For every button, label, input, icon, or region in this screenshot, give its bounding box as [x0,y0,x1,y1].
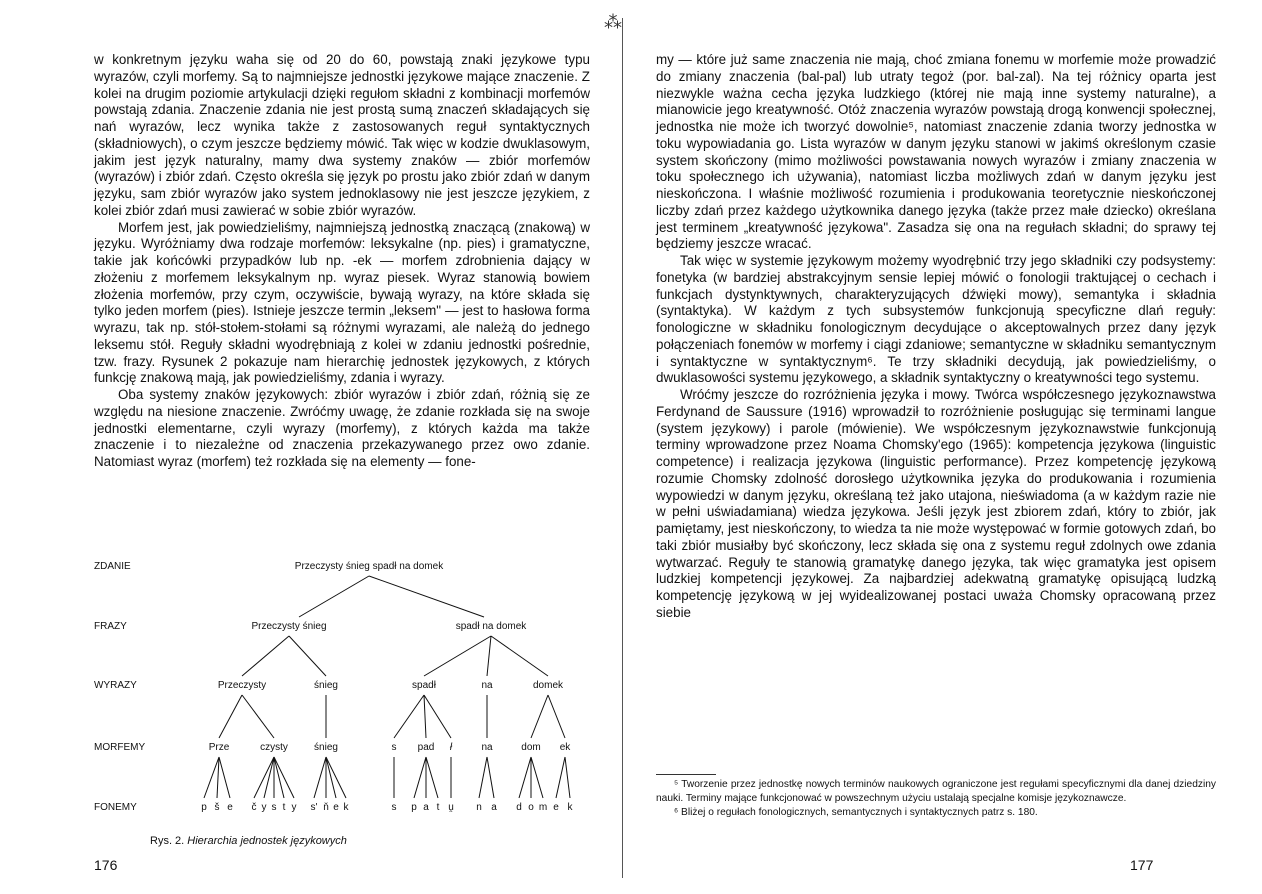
phoneme-edge [487,757,494,798]
node-phoneme: n [476,802,482,813]
level-label-zdanie: ZDANIE [94,561,131,572]
level-label-wyrazy: WYRAZY [94,680,137,691]
node-morpheme-8: dom [521,742,541,753]
node-morpheme-2: czysty [260,742,288,753]
node-morpheme-6: ł [449,742,453,753]
left-body-text [94,52,590,471]
phoneme-edge [219,757,230,798]
right-paragraph-1: my — które już same znaczenia nie mają, choć zmiana fonemu w morfemie może prowadzić do zmiany znaczenia (bal-pal) lub utraty tegoż (por. bal-zal). Na tej różnicy oparta jest niezwykle ważna cecha języka ludzkiego (której nie mają inne systemy naturalne), a mianowicie jego kreatywność. Otóż znaczenia wyrazów powstają drogą konwencji społecznej, jednostka nie może ich tworzyć dowolnie⁵, natomiast znaczenie zdania tworzy jednostka w toku wypowiadania go. Lista wyrazów w danym języku stanowi w jakimś określonym czasie system skończony (mimo możliwości powstawania nowych wyrazów i zmiany znaczenia w toku społecznego ich używania), natomiast liczba możliwych zdań w danym języku jest nieskończona. I właśnie możliwość rozumienia i produkowania teoretycznie nieskończonej liczby zdań przez każdego użytkownika danego języka (także przez małe dziecko) określana jest terminem „kreatywność językowa". Zasadza się ona na regułach składni; do sprawy tej będziemy jeszcze wracać. [656,52,1216,252]
node-phoneme: d [516,802,522,813]
phoneme-edge [326,757,346,798]
node-phoneme: k [567,802,573,813]
right-body-text [656,52,1216,622]
node-phoneme: š [214,802,220,813]
right-page [630,0,1262,894]
node-phoneme: m [538,802,548,813]
node-word-3: spadł [412,680,436,691]
node-phoneme: č [251,802,257,813]
node-phrase-2: spadł na domek [455,621,527,632]
phoneme-edge [274,757,294,798]
left-paragraph-3: Oba systemy znaków językowych: zbiór wyrazów i zbiór zdań, różnią się ze względu na niesione znaczenie. Zwróćmy uwagę, że zdanie rozkłada się na swoje jednostki elementarne, czyli wyrazy (morfemy), z których każda ma także znaczenie i to niezależne od znaczenia przekazywanego przez owo zdanie. Natomiast wyraz (morfem) też rozkłada się na elementy — fone- [94,387,590,469]
node-phoneme: t [436,802,440,813]
node-phoneme: s [271,802,277,813]
footnote-6: ⁶ Bliżej o regułach fonologicznych, semantycznych i syntaktycznych patrz s. 180. [674,807,1038,818]
binding-mark: ⁂ [604,12,622,32]
node-word-2: śnieg [314,680,338,691]
node-word-4: na [481,680,493,691]
phoneme-edge [565,757,570,798]
node-phoneme: s [391,802,397,813]
node-morpheme-1: Prze [208,742,230,753]
left-page [0,0,620,894]
page-number-left: 176 [94,857,118,873]
node-word-5: domek [532,680,564,691]
node-phoneme: a [491,802,497,813]
footnote-rule [656,774,716,775]
figure-caption [150,835,500,847]
node-phoneme: o [528,802,534,813]
node-phoneme: y [261,802,267,813]
node-phoneme: u̯ [448,802,454,813]
page-gutter [622,18,623,878]
caption-title: Hierarchia jednostek językowych [187,835,347,847]
node-phoneme: ň [323,802,329,813]
node-phoneme: a [423,802,429,813]
level-label-fonemy: FONEMY [94,802,137,813]
phoneme-edge [204,757,219,798]
right-paragraph-2: Tak więc w systemie językowym możemy wyodrębnić trzy jego składniki czy podsystemy: fonetyka (w bardziej abstrakcyjnym sensie lepiej mówić o fonologii traktującej o cechach i funkcjach dystynktywnych, charakteryzujących dźwięki mowy), semantyka i składnia (syntaktyka). W każdym z tych subsystemów funkcjonują specyficzne dlań reguły: fonologiczne w składniku fonologicznym decydujące o akceptowalnych przez dany język połączeniach fonemów w morfemy i ciągi zdaniowe; semantyczne w składniku semantycznym i syntaktyczne w syntaktycznym⁶. Te trzy składniki decydują, jak powiedzieliśmy, o dwuklasowości systemu językowego, a składnik syntaktyczny o kreatywności tego systemu. [656,253,1216,386]
node-phoneme: e [227,802,233,813]
node-morpheme-9: ek [559,742,571,753]
footnotes [656,774,1216,820]
node-phoneme: s' [310,802,318,813]
phoneme-edge [531,757,543,798]
left-paragraph-2: Morfem jest, jak powiedzieliśmy, najmniejszą jednostką znaczącą (znakową) w języku. Wyróżniamy dwa rodzaje morfemów: leksykalne (np. pies) i gramatyczne, takie jak końcówki przypadków lub np. -ek — morfem zdrobnienia dający w złożeniu z morfemem leksykalnym np. wyraz piesek. Wyraz stanowią bowiem złożenia morfemów, przy czym, oczywiście, bywają wyrazy, na które składa się tylko jeden morfem (pies). Istnieje jeszcze termin „leksem" — jest to hasłowa forma wyrazu, tak np. stół-stołem-stołami są różnymi wyrazami, ale należą do jednego leksemu stół. Reguły składni wyodrębniają z kolei w zdaniu jednostki pośrednie, tzw. frazy. Rysunek 2 pokazuje nam hierarchię jednostek językowych, z których funkcję znakową mają, jak powiedzieliśmy, zdania i wyrazy. [94,219,590,386]
phoneme-edge [426,757,438,798]
phoneme-edge [519,757,531,798]
phoneme-edge [314,757,326,798]
phoneme-edge [556,757,565,798]
phoneme-row [201,802,573,813]
hierarchy-tree [94,552,598,852]
right-paragraph-3: Wróćmy jeszcze do rozróżnienia języka i mowy. Twórca współczesnego językoznawstwa Ferdynand de Saussure (1916) wprowadził to rozróżnienie posługując się terminami langue (system językowy) i parole (mówienie). We współczesnym językoznawstwie funkcjonują terminy wprowadzone przez Noama Chomsky'ego (1965): kompetencja językowa (linguistic competence) i realizacja językowa (linguistic performance). Przez kompetencję językową rozumie Chomsky zdolność dorosłego użytkownika języka do produkowania i rozumienia wypowiedzi w danym języku, określaną też jako utajona, nieświadoma (a w każdym razie nie w pełni uświadamiana) wiedza językowa. Jeśli język jest zbiorem zdań, który to zbiór, jak pamiętamy, jest nieskończony, to wiedza ta nie może występować w formie gotowych zdań, bo taki zbiór musiałby być skończony, lecz składa się ona z systemu reguł zdolnych owe zdania wytwarzać. Reguły te stanowią gramatykę danego języka, tak więc gramatyka jest opisem ludzkiej kompetencji językowej. Za najbardziej adekwatną gramatykę opisującą ludzką kompetencję językową w jej wyidealizowanej postaci uważa Chomsky opracowaną przez siebie [656,387,1216,620]
left-paragraph-1: w konkretnym języku waha się od 20 do 60, powstają znaki językowe typu wyrazów, czyli morfemy. Są to najmniejsze jednostki językowe mające znaczenie. Z kolei na drugim poziomie artykulacji dzięki regułom składni z kombinacji morfemów powstają zdania. Znaczenie zdania nie jest prostą sumą znaczeń składających się nań wyrazów, lecz wynika także z zastosowanych reguł syntaktycznych (składniowych), o czym jeszcze będziemy mówić. Tak więc w kodzie dwuklasowym, jakim jest język naturalny, mamy dwa systemy znaków — zbiór morfemów (wyrazów) i zbiór zdań. Często określa się język po prostu jako zbiór zdań w danym języku, sam zbiór wyrazów jako system jednoklasowy nie jest jeszcze językiem, z kolei zbiór zdań musi zawierać w sobie zbiór wyrazów. [94,52,590,218]
node-morpheme-7: na [481,742,493,753]
phoneme-edge [326,757,336,798]
morpheme-phoneme-edges [204,757,570,798]
tree-edges [219,576,565,738]
hierarchy-figure [94,552,598,852]
footnote-5: ⁵ Tworzenie przez jednostkę nowych terminów naukowych ograniczone jest regułami specyficznymi dla danej dziedziny nauki. Terminy mające funkcjonować w powszechnym użyciu ustalają specjalne komisje językoznawcze. [656,779,1216,804]
node-phoneme: y [291,802,297,813]
level-label-frazy: FRAZY [94,621,127,632]
phoneme-edge [217,757,219,798]
node-phoneme: p [201,802,207,813]
phoneme-edge [264,757,274,798]
phoneme-edge [479,757,487,798]
caption-prefix: Rys. 2. [150,835,185,847]
node-phoneme: e [333,802,339,813]
node-word-1: Przeczysty [217,680,267,691]
node-sentence: Przeczysty śnieg spadł na domek [294,561,444,572]
node-phoneme: t [282,802,286,813]
node-phoneme: k [343,802,349,813]
node-morpheme-5: pad [417,742,435,753]
phoneme-edge [274,757,284,798]
phoneme-edge [414,757,426,798]
phoneme-edge [254,757,274,798]
node-phoneme: p [411,802,417,813]
level-label-morfemy: MORFEMY [94,742,146,753]
node-phrase-1: Przeczysty śnieg [251,621,327,632]
page-number-right: 177 [1130,857,1154,873]
node-phoneme: e [553,802,559,813]
node-morpheme-4: s [391,742,397,753]
node-morpheme-3: śnieg [314,742,338,753]
